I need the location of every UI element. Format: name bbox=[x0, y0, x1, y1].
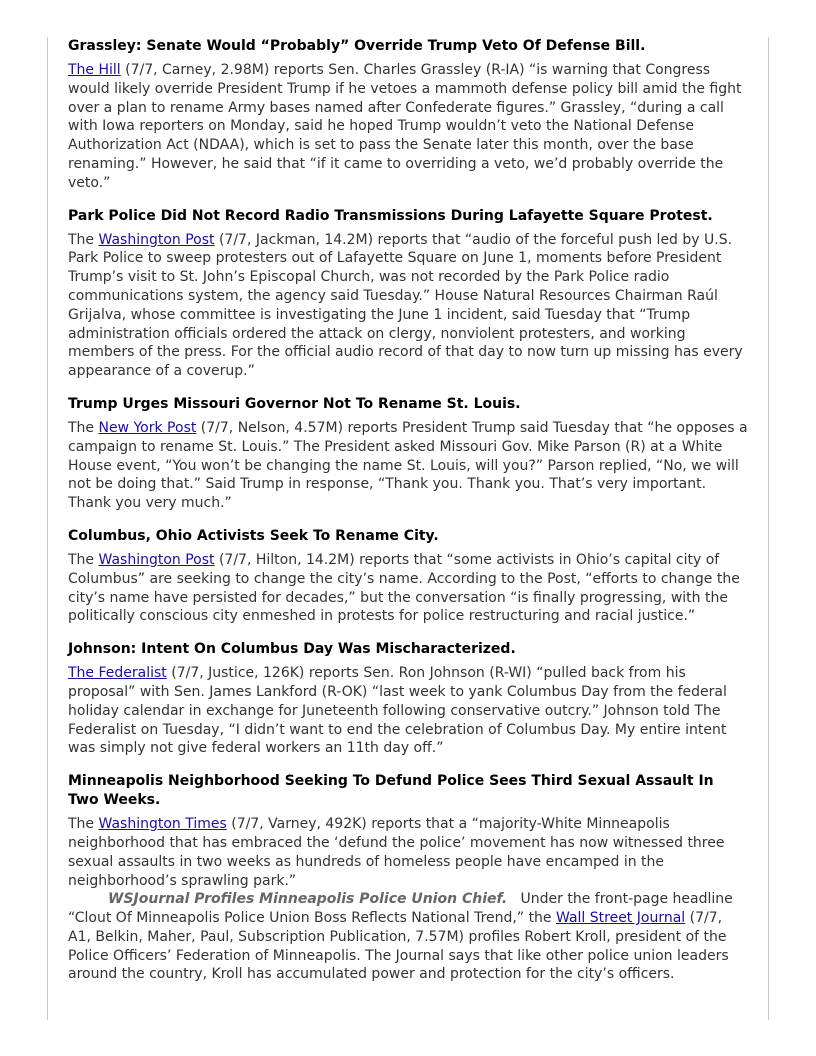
source-link[interactable]: Wall Street Journal bbox=[556, 910, 686, 927]
source-link[interactable]: Washington Post bbox=[98, 551, 215, 568]
sub-item bbox=[68, 890, 748, 984]
article-body bbox=[68, 61, 748, 193]
article-text: (7/7, Varney, 492K) reports that a “majority-White Minneapolis neighborhood that has embraced the ‘defund the police’ movement has now witnessed three sexual assaults in two weeks as hundreds of homeless people have encamped in the neighborhood’s sprawling park.” bbox=[68, 816, 725, 889]
article-prefix: The bbox=[68, 419, 99, 436]
article bbox=[68, 640, 748, 758]
article-text: (7/7, Carney, 2.98M) reports Sen. Charles Grassley (R-IA) “is warning that Congress would likely override President Trump if he vetoes a mammoth defense policy bill amid the fight over a plan to rename Army bases named after Confederate figures.” Grassley, “during a call with Iowa reporters on Monday, said he hoped Trump wouldn’t veto the National Defense Authorization Act (NDAA), which is set to pass the Senate later this month, over the base renaming.” However, he said that “if it came to overriding a veto, we’d probably override the veto.” bbox=[68, 62, 742, 191]
article bbox=[68, 395, 748, 513]
source-link[interactable]: The Hill bbox=[68, 62, 121, 78]
article bbox=[68, 527, 748, 626]
sub-item-headline: WSJournal Profiles Minneapolis Police Union Chief. bbox=[108, 891, 508, 908]
article-headline: Park Police Did Not Record Radio Transmissions During Lafayette Square Protest. bbox=[68, 207, 713, 224]
article-headline: Minneapolis Neighborhood Seeking To Defund Police Sees Third Sexual Assault In Two Weeks. bbox=[68, 773, 714, 809]
article-body bbox=[68, 815, 748, 890]
article-headline: Johnson: Intent On Columbus Day Was Mischaracterized. bbox=[68, 641, 516, 658]
article-text: (7/7, Hilton, 14.2M) reports that “some activists in Ohio’s capital city of Columbus” are seeking to change the city’s name. According to the Post, “efforts to change the city’s name have persisted for decades,” but the conversation “is finally progressing, with the politically conscious city enmeshed in protests for police restructuring and racial justice.” bbox=[68, 551, 740, 625]
article-text: (7/7, Nelson, 4.57M) reports President Trump said Tuesday that “he opposes a campaign to rename St. Louis.” The President asked Missouri Gov. Mike Parson (R) at a White House event, “You won’t be changing the name St. Louis, will you?” Parson replied, “No, we will not be doing that.” Said Trump in response, “Thank you. Thank you. That’s very important. Thank you very much.” bbox=[68, 419, 748, 512]
left-margin-rule bbox=[47, 37, 48, 1020]
source-link[interactable]: The Federalist bbox=[68, 665, 167, 682]
article bbox=[68, 207, 748, 381]
article-text: (7/7, Justice, 126K) reports Sen. Ron Johnson (R-WI) “pulled back from his proposal” with Sen. James Lankford (R-OK) “last week to yank Columbus Day from the federal holiday calendar in exchange for Juneteenth following conservative outcry.” Johnson told The Federalist on Tuesday, “I didn’t want to end the celebration of Columbus Day. My entire intent was simply not give federal workers an 11th day off.” bbox=[68, 665, 727, 757]
article-prefix: The bbox=[68, 551, 99, 568]
article-text: (7/7, Jackman, 14.2M) reports that “audio of the forceful push led by U.S. Park Police to sweep protesters out of Lafayette Square on June 1, moments before President Trump’s visit to St. John’s Episcopal Church, was not recorded by the Park Police radio communications system, the agency said Tuesday.” House Natural Resources Chairman Raúl Grijalva, whose committee is investigating the June 1 incident, said Tuesday that “Trump administration officials ordered the attack on clergy, nonviolent protesters, and working members of the press. For the official audio record of that day to now turn up missing has every appearance of a coverup.” bbox=[68, 231, 743, 380]
right-margin-rule bbox=[768, 37, 769, 1020]
article-prefix: The bbox=[68, 231, 99, 248]
article-prefix: The bbox=[68, 816, 99, 833]
article bbox=[68, 37, 748, 193]
sub-item-lead: Under the front-page headline “Clout Of Minneapolis Police Union Boss Reflects National Trend,” the bbox=[68, 891, 738, 927]
article-headline: Trump Urges Missouri Governor Not To Rename St. Louis. bbox=[68, 395, 521, 412]
article-body bbox=[68, 419, 748, 513]
source-link[interactable]: Washington Times bbox=[98, 816, 227, 833]
article-body bbox=[68, 231, 748, 381]
article-headline: Grassley: Senate Would “Probably” Override Trump Veto Of Defense Bill. bbox=[68, 38, 646, 54]
source-link[interactable]: Washington Post bbox=[98, 231, 215, 248]
article-headline: Columbus, Ohio Activists Seek To Rename City. bbox=[68, 527, 439, 544]
article-body bbox=[68, 551, 748, 626]
news-content bbox=[68, 37, 748, 998]
source-link[interactable]: New York Post bbox=[98, 419, 197, 436]
article-body bbox=[68, 664, 748, 758]
sub-item-text: (7/7, A1, Belkin, Maher, Paul, Subscription Publication, 7.57M) profiles Robert Kroll, president of the Police Officers’ Federation of Minneapolis. The Journal says that like other police union leaders around the country, Kroll has accumulated power and protection for the city’s officers. bbox=[68, 910, 729, 983]
article bbox=[68, 772, 748, 984]
